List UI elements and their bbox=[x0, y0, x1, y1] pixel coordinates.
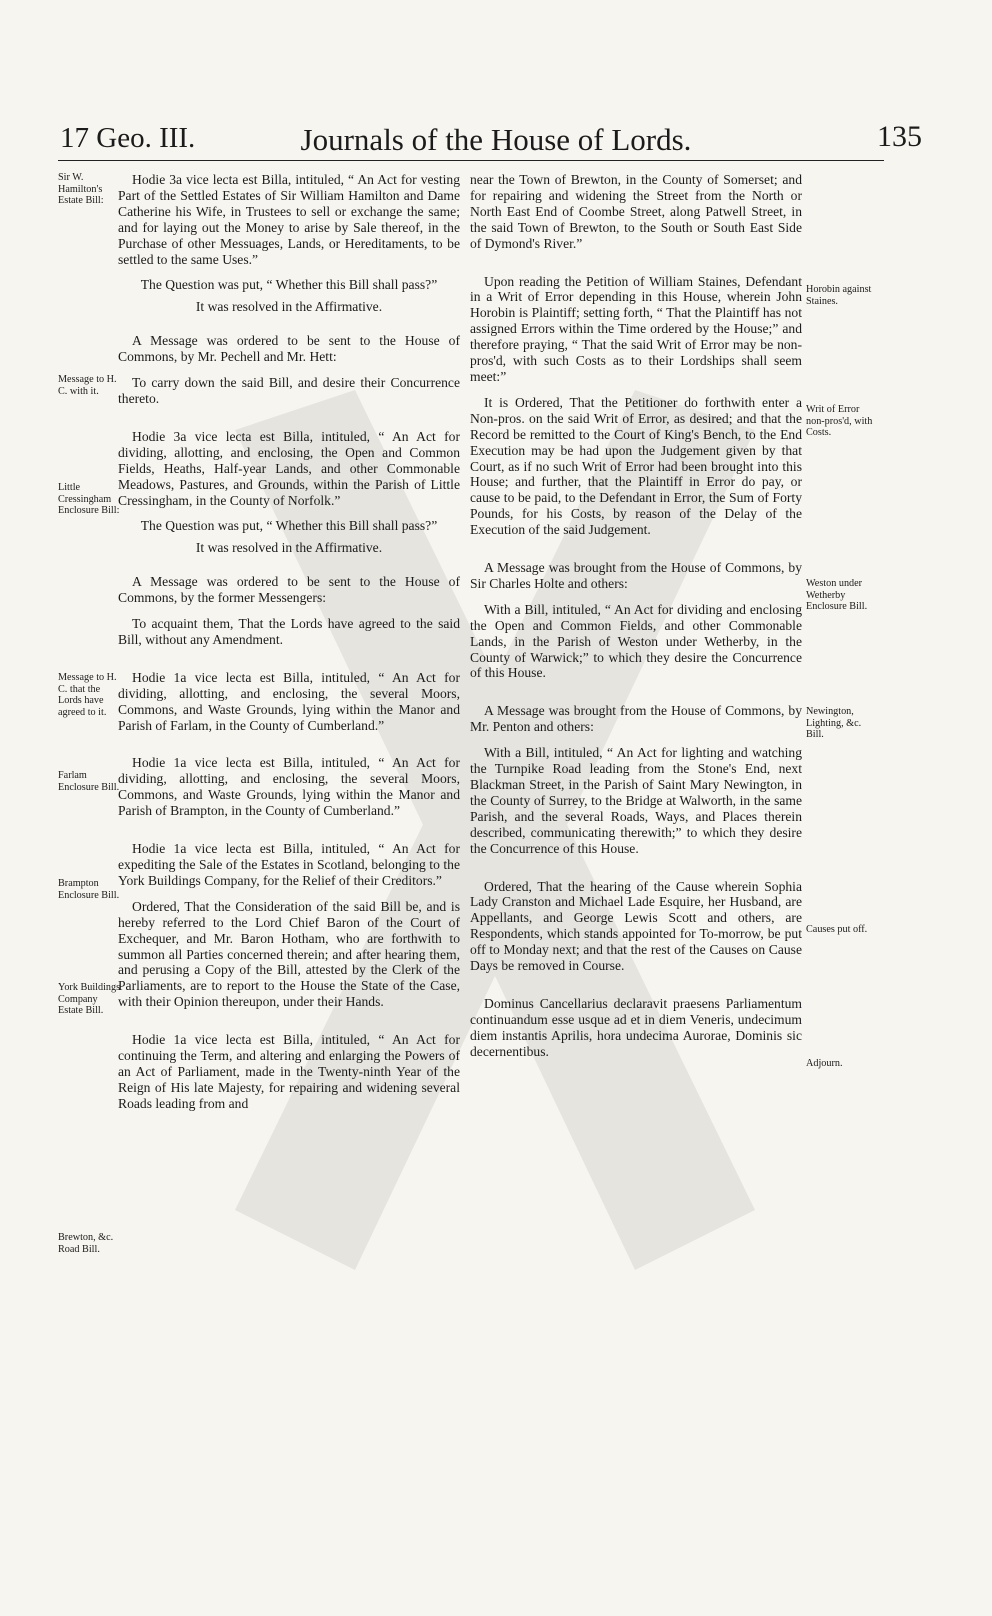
brewton-bill-reading: Hodie 1a vice lecta est Billa, intituled, “ An Act for continuing the Term, and altering and enlarging the Powers of an Act of Parliament, made in the Twenty-ninth Year of the Reign of His late Majesty, for repairing and widening several Roads leading from and bbox=[118, 1032, 460, 1111]
cressingham-question: The Question was put, “ Whether this Bill shall pass?” bbox=[140, 518, 438, 534]
margin-note-cressingham: Little Cressingham Enclosure Bill: bbox=[58, 482, 120, 516]
cressingham-message-purpose: To acquaint them, That the Lords have agreed to the said Bill, without any Amendment. bbox=[118, 616, 460, 647]
margin-note-brampton: Brampton Enclosure Bill. bbox=[58, 878, 120, 901]
page-number: 135 bbox=[877, 120, 922, 153]
journal-title: Journals of the House of Lords. bbox=[300, 122, 692, 157]
page-header bbox=[60, 118, 932, 162]
margin-note-message-hc: Message to H. C. with it. bbox=[58, 374, 117, 397]
york-buildings-bill-reading: Hodie 1a vice lecta est Billa, intituled, “ An Act for expediting the Sale of the Estates in Scotland, belonging to the York Buildings Company, for the Relief of their Creditors.” bbox=[118, 841, 460, 888]
margin-note-newington: Newington, Lighting, &c. Bill. bbox=[806, 706, 862, 740]
hamilton-message-order: A Message was ordered to be sent to the House of Commons, by Mr. Pechell and Mr. Hett: bbox=[118, 333, 460, 365]
causes-order: Ordered, That the hearing of the Cause wherein Sophia Lady Cranston and Michael Lade Esquire, her Husband, are Appellants, and George Lewis Scott and others, are Respondents, which stands appointed for To-morrow, be put off to Monday next; and that the rest of the Causes on Cause Days be removed in Course. bbox=[470, 878, 802, 974]
staines-order: It is Ordered, That the Petitioner do forthwith enter a Non-pros. on the said Writ of Error, as desired; and that the Record be remitted to the Court of King's Bench, to the End Execution may be had upon the Judgement given by that Court, as if no such Writ of Error had been brought into this House; and further, that the Plaintiff in Error do pay, or cause to be paid, to the Defendant in Error, the Sum of Forty Pounds, for his Costs, by reason of the Delay of the Execution of the said Judgement. bbox=[470, 394, 802, 538]
left-column bbox=[118, 172, 460, 1122]
farlam-bill-reading: Hodie 1a vice lecta est Billa, intituled, “ An Act for dividing, allotting, and enclosing, the several Moors, Commons, and Waste Grounds, lying within the Manor and Parish of Farlam, in the County of Cumberland.” bbox=[118, 669, 460, 733]
margin-note-horobin: Horobin against Staines. bbox=[806, 284, 872, 307]
newington-bill: With a Bill, intituled, “ An Act for lighting and watching the Turnpike Road leading from the Stone's End, next Blackman Street, in the Parish of Saint Mary Newington, in the County of Surrey, to the Bridge at Walworth, in the same Parish, and the several Roads, Ways, and Places therein described, communicating therewith;” to which they desire the Concurrence of this House. bbox=[470, 745, 802, 856]
margin-note-adjourn: Adjourn. bbox=[806, 1058, 843, 1069]
brampton-bill-reading: Hodie 1a vice lecta est Billa, intituled, “ An Act for dividing, allotting, and enclosing, the several Moors, Commons, and Waste Grounds, lying within the Manor and Parish of Brampton, in the County of Cumberland.” bbox=[118, 755, 460, 819]
margin-note-writ-error: Writ of Error non-pros'd, with Costs. bbox=[806, 404, 873, 438]
brewton-bill-continued: near the Town of Brewton, in the County of Somerset; and for repairing and widening the Street from the North or North East End of Coombe Street, along Patwell Street, in the said Town of Brewton, to the South or South East Side of Dymond's River.” bbox=[470, 172, 802, 251]
margin-note-york: York Buildings Company Estate Bill. bbox=[58, 982, 121, 1016]
weston-bill: With a Bill, intituled, “ An Act for dividing and enclosing the Open and Common Fields, and other Commonable Lands, in the Parish of Weston under Wetherby, in the County of Warwick;” to which they desire the Concurrence of this House. bbox=[470, 601, 802, 681]
penton-message: A Message was brought from the House of Commons, by Mr. Penton and others: bbox=[470, 703, 802, 735]
adjournment: Dominus Cancellarius declaravit praesens Parliamentum continuandum esse usque ad et in diem Veneris, undecimum diem instantis Aprilis, hora undecima Aurorae, Dominis sic decernentibus. bbox=[470, 995, 802, 1059]
right-column bbox=[470, 172, 802, 1070]
hamilton-question: The Question was put, “ Whether this Bill shall pass?” bbox=[140, 277, 438, 293]
header-rule bbox=[58, 160, 884, 161]
york-buildings-order: Ordered, That the Consideration of the said Bill be, and is hereby referred to the Lord Chief Baron of the Court of Exchequer, and Mr. Baron Hotham, who are forthwith to summon all Parties concerned therein; and after hearing them, and perusing a Copy of the Bill, attested by the Clerk of the Parliaments, are to report to the House the State of the Case, with their Opinion thereupon, under their Hands. bbox=[118, 898, 460, 1010]
hamilton-bill-reading: Hodie 3a vice lecta est Billa, intituled, “ An Act for vesting Part of the Settled Estates of Sir William Hamilton and Dame Catherine his Wife, in Trustees to sell or exchange the same; and for laying out the Money to arise by Sale thereof, in the Purchase of other Messuages, Lands, or Hereditaments, to be settled to the same Uses.” bbox=[118, 172, 460, 267]
margin-note-brewton: Brewton, &c. Road Bill. bbox=[58, 1232, 114, 1255]
margin-note-causes: Causes put off. bbox=[806, 924, 868, 935]
margin-note-hamilton: Sir W. Hamilton's Estate Bill: bbox=[58, 172, 104, 206]
margin-note-weston: Weston under Wetherby Enclosure Bill. bbox=[806, 578, 868, 612]
holte-message: A Message was brought from the House of Commons, by Sir Charles Holte and others: bbox=[470, 560, 802, 591]
cressingham-bill-reading: Hodie 3a vice lecta est Billa, intituled, “ An Act for dividing, allotting, and enclosing, the Open and Common Fields, Heaths, Half-year Lands, and other Commonable Meadows, Pastures, and Grounds, within the Parish of Little Cressingham, in the County of Norfolk.” bbox=[118, 428, 460, 508]
margin-note-lords-agreed: Message to H. C. that the Lords have agreed to it. bbox=[58, 672, 117, 718]
cressingham-message-order: A Message was ordered to be sent to the House of Commons, by the former Messengers: bbox=[118, 574, 460, 606]
regnal-year: 17 Geo. III. bbox=[60, 122, 196, 154]
staines-petition: Upon reading the Petition of William Staines, Defendant in a Writ of Error depending in this House, wherein John Horobin is Plaintiff; setting forth, “ That the Plaintiff has not assigned Errors within the Time ordered by the House;” and therefore praying, “ That the said Writ of Error may be non-pros'd, with such Costs as to their Lordships shall seem meet:” bbox=[470, 273, 802, 384]
cressingham-resolution: It was resolved in the Affirmative. bbox=[195, 540, 383, 556]
hamilton-message-purpose: To carry down the said Bill, and desire their Concurrence thereto. bbox=[118, 375, 460, 406]
hamilton-resolution: It was resolved in the Affirmative. bbox=[195, 299, 383, 315]
margin-note-farlam: Farlam Enclosure Bill. bbox=[58, 770, 120, 793]
